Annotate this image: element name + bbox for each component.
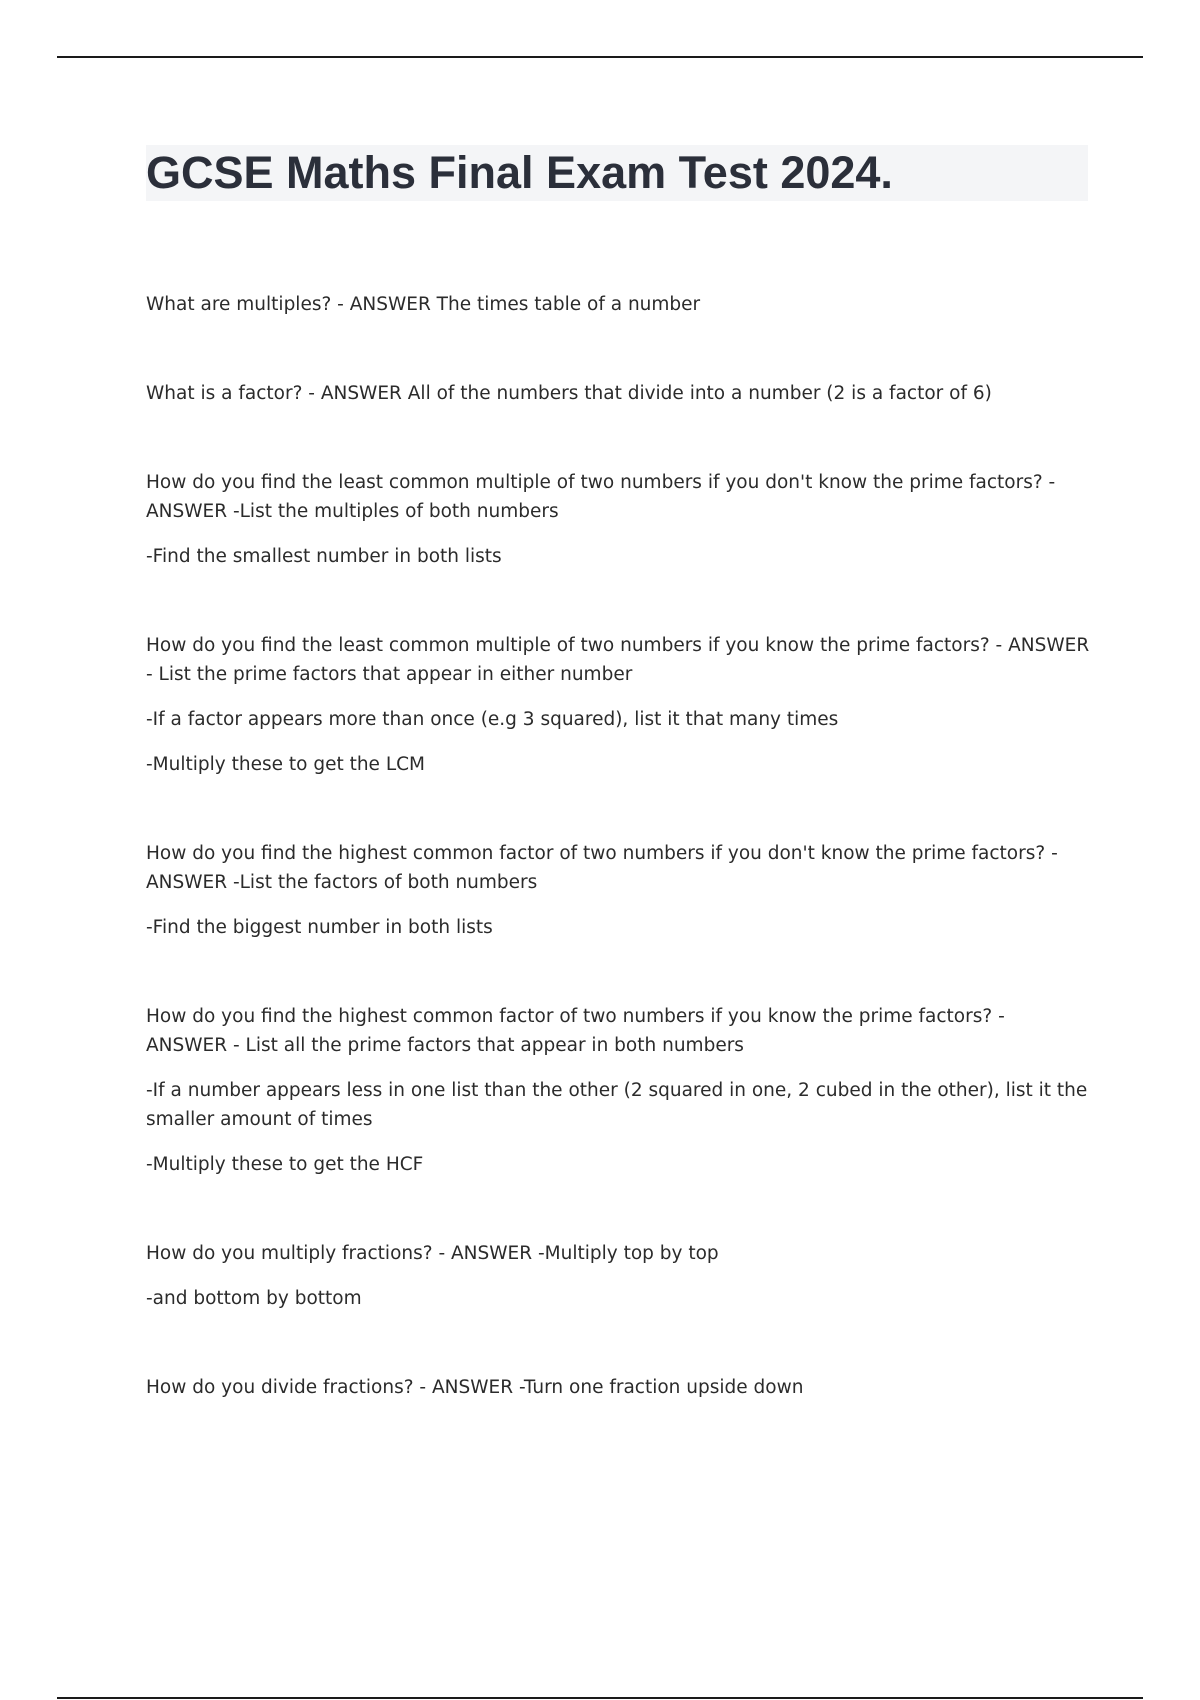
qa-item: [146, 379, 1091, 408]
qa-line: How do you find the highest common factor of two numbers if you don't know the prime factors? - ANSWER -List the factors of both numbers: [146, 843, 1058, 893]
qa-item: [146, 839, 1091, 942]
qa-line: -If a factor appears more than once (e.g 3 squared), list it that many times: [146, 709, 839, 730]
qa-item: [146, 1239, 1091, 1313]
top-rule: [57, 56, 1143, 58]
qa-item: [146, 1002, 1091, 1179]
qa-line: -If a number appears less in one list than the other (2 squared in one, 2 cubed in the other), list it the smaller amount of times: [146, 1080, 1088, 1130]
qa-line: How do you find the least common multiple of two numbers if you don't know the prime factors? - ANSWER -List the multiples of both numbers: [146, 472, 1056, 522]
qa-line: How do you divide fractions? - ANSWER -Turn one fraction upside down: [146, 1377, 804, 1398]
qa-line: What is a factor? - ANSWER All of the numbers that divide into a number (2 is a factor of 6): [146, 383, 992, 404]
qa-list: [146, 290, 1091, 1462]
qa-item: [146, 290, 1091, 319]
bottom-rule: [57, 1697, 1143, 1699]
qa-line: -Find the biggest number in both lists: [146, 917, 493, 938]
qa-line: -Multiply these to get the HCF: [146, 1154, 424, 1175]
qa-line: -Find the smallest number in both lists: [146, 546, 502, 567]
qa-line: How do you multiply fractions? - ANSWER -Multiply top by top: [146, 1243, 719, 1264]
qa-line: -and bottom by bottom: [146, 1288, 362, 1309]
qa-line: How do you find the least common multiple of two numbers if you know the prime factors? - ANSWER - List the prime factors that appear in either number: [146, 635, 1090, 685]
qa-line: -Multiply these to get the LCM: [146, 754, 426, 775]
document-title: GCSE Maths Final Exam Test 2024.: [146, 147, 893, 198]
qa-line: What are multiples? - ANSWER The times table of a number: [146, 294, 701, 315]
qa-item: [146, 631, 1091, 779]
qa-item: [146, 1373, 1091, 1402]
qa-item: [146, 468, 1091, 571]
qa-line: How do you find the highest common factor of two numbers if you know the prime factors? - ANSWER - List all the prime factors that appear in both numbers: [146, 1006, 1005, 1056]
